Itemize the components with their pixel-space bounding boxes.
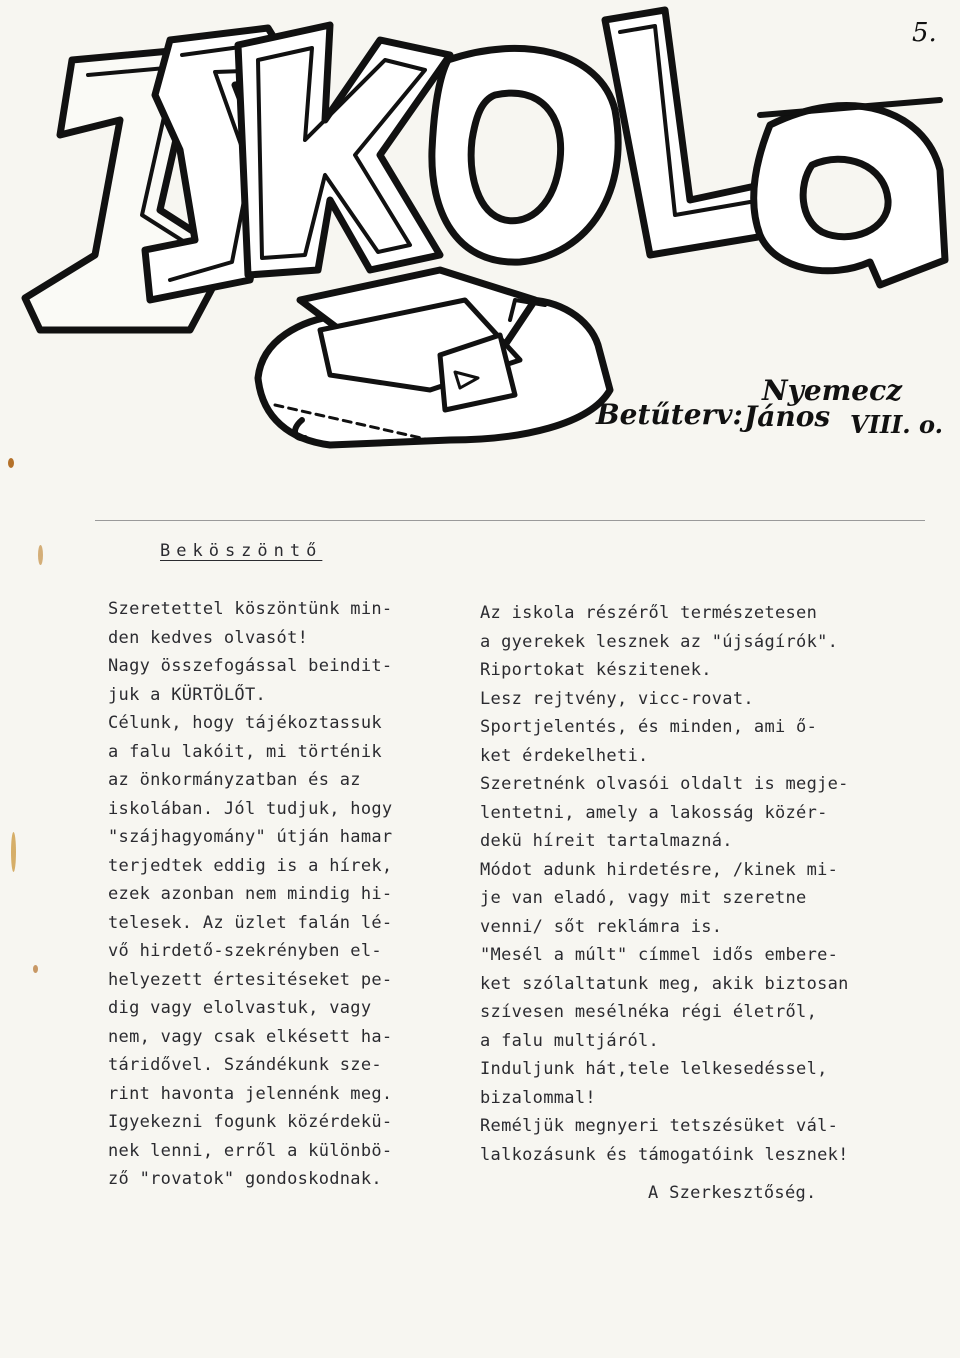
text-line: Induljunk hát,tele lelkesedéssel,	[480, 1059, 828, 1079]
text-line: a falu lakóit, mi történik	[108, 741, 382, 762]
right-text-column	[480, 599, 900, 1169]
rust-speck	[11, 832, 16, 872]
text-line: nem, vagy csak elkésett ha-	[108, 1026, 393, 1047]
text-line: Reméljük megnyeri tetszésüket vál-	[480, 1116, 839, 1136]
credit-name-second: János	[744, 400, 831, 433]
page-number: 5.	[912, 18, 937, 48]
rust-speck	[33, 965, 38, 973]
text-line: Szeretettel köszöntünk min-	[108, 599, 393, 619]
text-line: den kedves olvasót!	[108, 627, 309, 648]
text-line: ző "rovatok" gondoskodnak.	[108, 1169, 382, 1189]
rust-speck	[38, 545, 43, 565]
text-line: ezek azonban nem mindig hi-	[108, 884, 393, 904]
text-line: iskolában. Jól tudjuk, hogy	[108, 798, 393, 819]
left-text-column	[108, 595, 438, 1194]
credit-label: Betűterv:	[596, 398, 743, 431]
text-line: telesek. Az üzlet falán lé-	[108, 912, 393, 933]
text-line: Lesz rejtvény, vicc-rovat.	[480, 688, 754, 709]
text-line: az önkormányzatban és az	[108, 770, 361, 790]
divider-rule	[95, 520, 925, 521]
text-line: Nagy összefogással beindit-	[108, 656, 393, 676]
text-line: Igyekezni fogunk közérdekü-	[108, 1112, 393, 1132]
credit-name-first: Nyemecz	[762, 374, 903, 407]
text-line: a gyerekek lesznek az "újságírók".	[480, 631, 839, 652]
signature: A Szerkesztőség.	[648, 1183, 817, 1203]
section-title: Beköszöntő	[160, 541, 323, 561]
text-line: je van eladó, vagy mit szeretne	[480, 888, 807, 908]
text-line: lentetni, amely a lakosság közér-	[480, 802, 828, 823]
text-line: Célunk, hogy tájékoztassuk	[108, 713, 382, 733]
text-line: szívesen mesélnéka régi életről,	[480, 1002, 818, 1022]
text-line: Módot adunk hirdetésre, /kinek mi-	[480, 859, 839, 880]
text-line: Sportjelentés, és minden, ami ő-	[480, 717, 818, 737]
text-line: bizalommal!	[480, 1087, 596, 1108]
text-line: Szeretnénk olvasói oldalt is megje-	[480, 774, 849, 794]
text-line: terjedtek eddig is a hírek,	[108, 855, 393, 876]
text-line: táridővel. Szándékunk sze-	[108, 1055, 382, 1075]
text-line: rint havonta jelennénk meg.	[108, 1083, 393, 1104]
text-line: lalkozásunk és támogatóink lesznek!	[480, 1144, 849, 1165]
text-line: "szájhagyomány" útján hamar	[108, 827, 393, 847]
text-line: helyezett értesitéseket pe-	[108, 969, 393, 990]
text-line: a falu multjáról.	[480, 1030, 660, 1051]
text-line: ket érdekelheti.	[480, 745, 649, 766]
text-line: ket szólaltatunk meg, akik biztosan	[480, 973, 849, 994]
text-line: dig vagy elolvastuk, vagy	[108, 998, 372, 1018]
rust-speck	[8, 458, 14, 468]
text-line: Riportokat készitenek.	[480, 660, 712, 680]
text-line: Az iskola részéről természetesen	[480, 603, 818, 623]
text-line: dekü híreit tartalmazná.	[480, 831, 733, 851]
credit-class: VIII. o.	[850, 410, 943, 439]
text-line: "Mesél a múlt" címmel idős embere-	[480, 945, 839, 965]
text-line: vő hirdető-szekrényben el-	[108, 941, 382, 961]
text-line: nek lenni, erről a különbö-	[108, 1140, 393, 1161]
text-line: juk a KÜRTÖLŐT.	[108, 684, 267, 705]
text-line: venni/ sőt reklámra is.	[480, 916, 723, 937]
